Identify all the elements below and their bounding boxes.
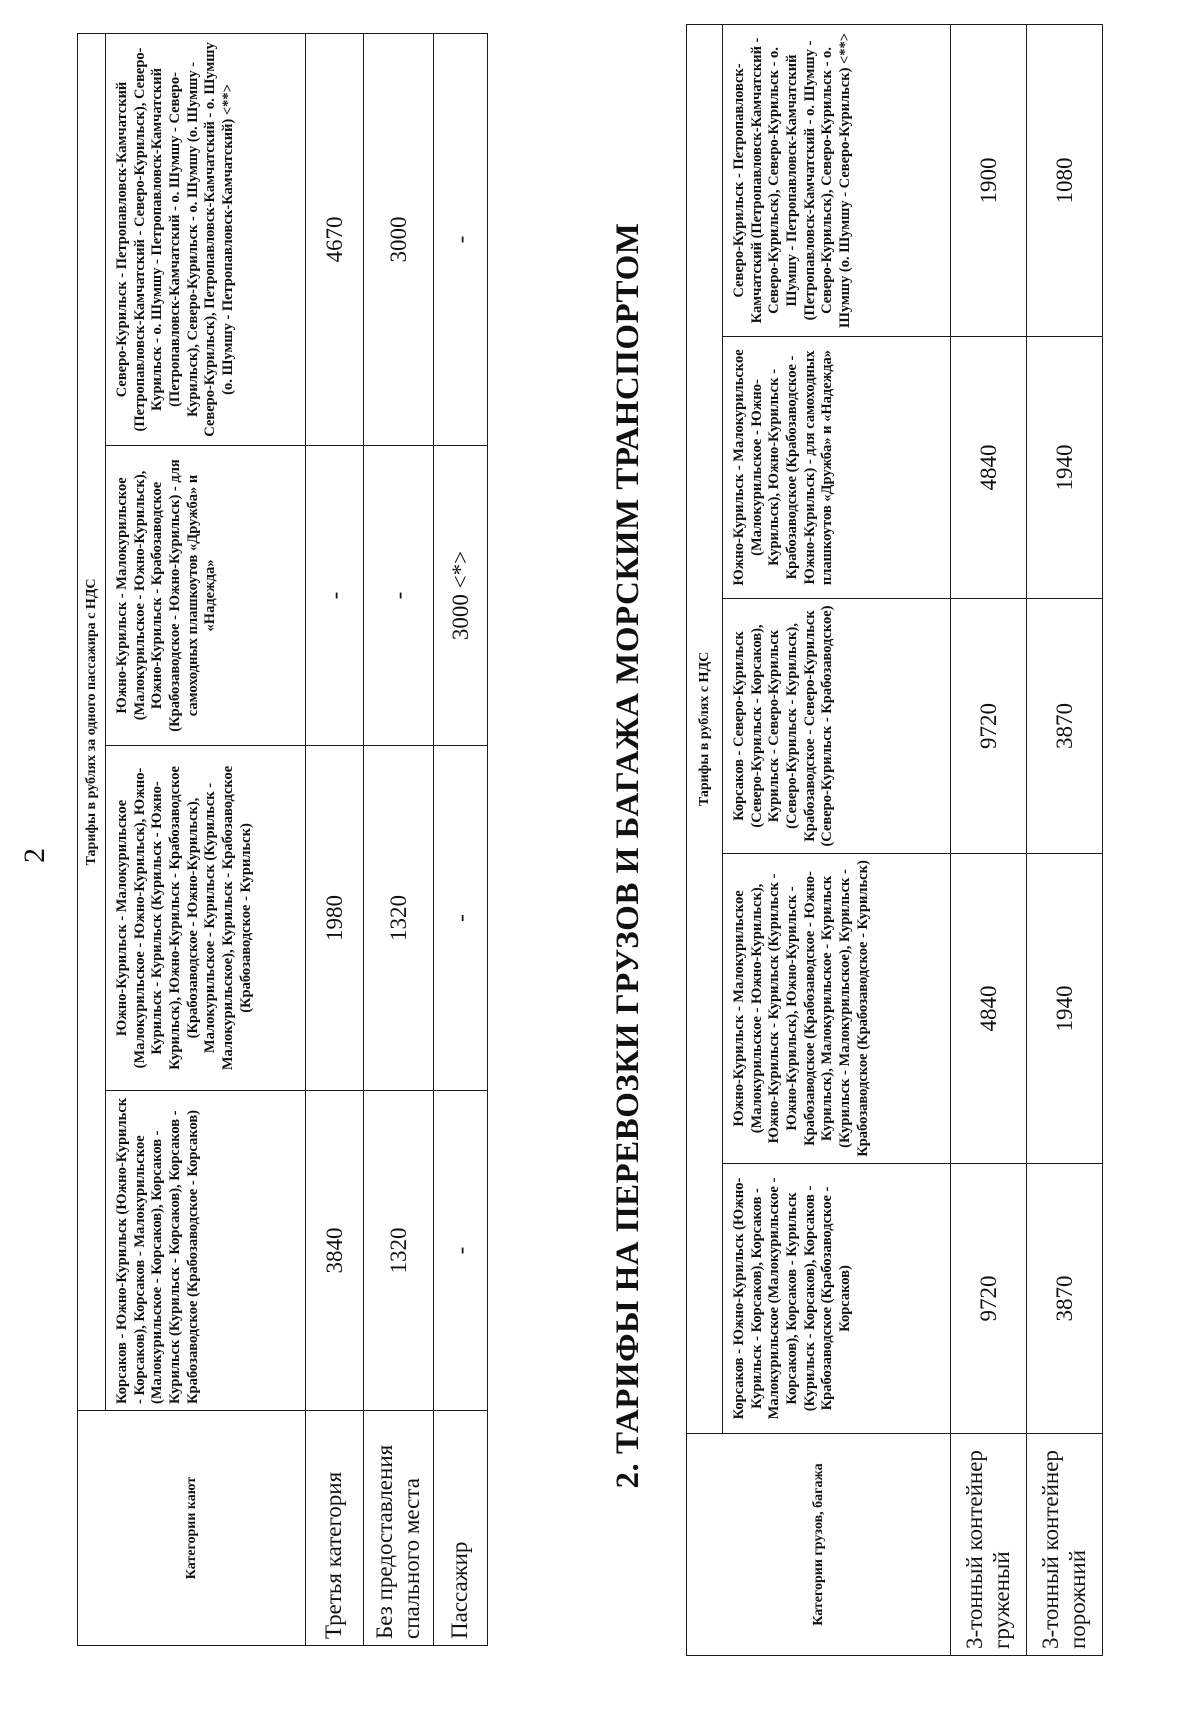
- t2-header-category: Категории грузов, багажа: [687, 1434, 951, 1656]
- section-title: 2. ТАРИФЫ НА ПЕРЕВОЗКИ ГРУЗОВ И БАГАЖА МОРСКИМ ТРАНСПОРТОМ: [610, 222, 646, 1489]
- table-row: [306, 33, 364, 1645]
- t1-route-header: Южно-Курильск - Малокурильское (Малокурильское - Южно-Курильск), Южно-Курильск - Крабозаводское (Крабозаводское - Южно-Курильск) - для самоходных плашкоутов «Дружба» и «Надежда»: [106, 446, 306, 746]
- tariff-value: 3840: [306, 1091, 364, 1411]
- tariff-value: 1940: [1027, 854, 1103, 1164]
- tariff-value: 1900: [951, 24, 1027, 336]
- tariff-value: -: [434, 1091, 488, 1411]
- tariff-value: -: [434, 33, 488, 445]
- table-row: [434, 33, 488, 1645]
- tariff-value: 4840: [951, 854, 1027, 1164]
- t2-route-header: Корсаков - Северо-Курильск (Северо-Курильск - Корсаков), Курильск - Северо-Курильск (Северо-Курильск - Курильск), Крабозаводское - Северо-Курильск (Северо-Курильск - Крабозаводское): [723, 599, 951, 854]
- row-label: Пассажир: [434, 1411, 488, 1646]
- t1-route-header: Корсаков - Южно-Курильск (Южно-Курильск - Корсаков), Корсаков - Малокурильское (Малокурильское - Корсаков), Корсаков - Курильск (Курильск - Корсаков), Корсаков - Крабозаводское (Крабозаводское - Корсаков): [106, 1091, 306, 1411]
- t2-route-header: Корсаков - Южно-Курильск (Южно-Курильск - Корсаков), Корсаков - Малокурильское (Малокурильское - Корсаков), Корсаков - Курильск (Курильск - Корсаков), Корсаков - Крабозаводское (Крабозаводское - Корсаков): [723, 1164, 951, 1434]
- tariff-value: -: [364, 446, 434, 746]
- t2-route-header: Южно-Курильск - Малокурильское (Малокурильское - Южно-Курильск), Южно-Курильск - Курильск (Курильск - Южно-Курильск), Южно-Курильск - Крабозаводское (Крабозаводское - Южно-Курильск), Малокурильское - Курильск (Курильск - Малокурильское), Курильск - Крабозаводское (Крабозаводское - Курильск): [723, 854, 951, 1164]
- tariff-value: 1940: [1027, 337, 1103, 599]
- tariff-value: 3000: [364, 33, 434, 445]
- t1-route-header: Южно-Курильск - Малокурильское (Малокурильское - Южно-Курильск), Южно-Курильск - Курильск (Курильск - Южно-Курильск), Южно-Курильск - Крабозаводское (Крабозаводское - Южно-Курильск), Малокурильское - Курильск (Курильск - Малокурильское), Курильск - Крабозаводское (Крабозаводское - Курильск): [106, 746, 306, 1091]
- tariff-value: -: [306, 446, 364, 746]
- tariff-value: 1320: [364, 1091, 434, 1411]
- row-label: 3-тонный контейнер груженый: [951, 1434, 1027, 1656]
- passenger-tariff-table: [77, 33, 488, 1646]
- tariff-value: -: [434, 746, 488, 1091]
- row-label: 3-тонный контейнер порожний: [1027, 1434, 1103, 1656]
- table-row: [1027, 24, 1103, 1655]
- page-number: 2: [18, 848, 51, 863]
- tariff-value: 4670: [306, 33, 364, 445]
- tariff-value: 4840: [951, 337, 1027, 599]
- t2-route-header: Северо-Курильск - Петропавловск-Камчатский (Петропавловск-Камчатский - Северо-Курильск), Северо-Курильск - о. Шумшу - Петропавловск-Камчатский (Петропавловск-Камчатский - о. Шумшу - Северо-Курильск), Северо-Курильск - о. Шумшу (о. Шумшу - Северо-Курильск) <**>: [723, 24, 951, 336]
- t1-header-group: Тарифы в рублях за одного пассажира с НДС: [78, 33, 106, 1410]
- tariff-value: 3870: [1027, 1164, 1103, 1434]
- table-row: [951, 24, 1027, 1655]
- tariff-value: 9720: [951, 1164, 1027, 1434]
- row-label: Третья категория: [306, 1411, 364, 1646]
- tariff-value: 1080: [1027, 24, 1103, 336]
- tariff-value: 9720: [951, 599, 1027, 854]
- cargo-tariff-table: [686, 24, 1103, 1656]
- t1-route-header: Северо-Курильск - Петропавловск-Камчатский (Петропавловск-Камчатский - Северо-Курильск), Северо-Курильск - о. Шумшу - Петропавловск-Камчатский (Петропавловск-Камчатский - о. Шумшу - Северо-Курильск), Северо-Курильск - о. Шумшу (о. Шумшу - Северо-Курильск), Петропавловск-Камчатский - о. Шумшу (о. Шумшу - Петропавловск-Камчатский) <**>: [106, 33, 306, 445]
- t2-header-group: Тарифы в рублях с НДС: [687, 24, 723, 1433]
- tariff-value: 1320: [364, 746, 434, 1091]
- tariff-value: 3870: [1027, 599, 1103, 854]
- t2-route-header: Южно-Курильск - Малокурильское (Малокурильское - Южно-Курильск), Южно-Курильск - Крабозаводское (Крабозаводское - Южно-Курильск) - для самоходных плашкоутов «Дружба» и «Надежда»: [723, 337, 951, 599]
- tariff-value: 1980: [306, 746, 364, 1091]
- t1-header-category: Категории кают: [78, 1411, 306, 1646]
- tariff-value: 3000 <*>: [434, 446, 488, 746]
- row-label: Без предоставления спального места: [364, 1411, 434, 1646]
- table-row: [364, 33, 434, 1645]
